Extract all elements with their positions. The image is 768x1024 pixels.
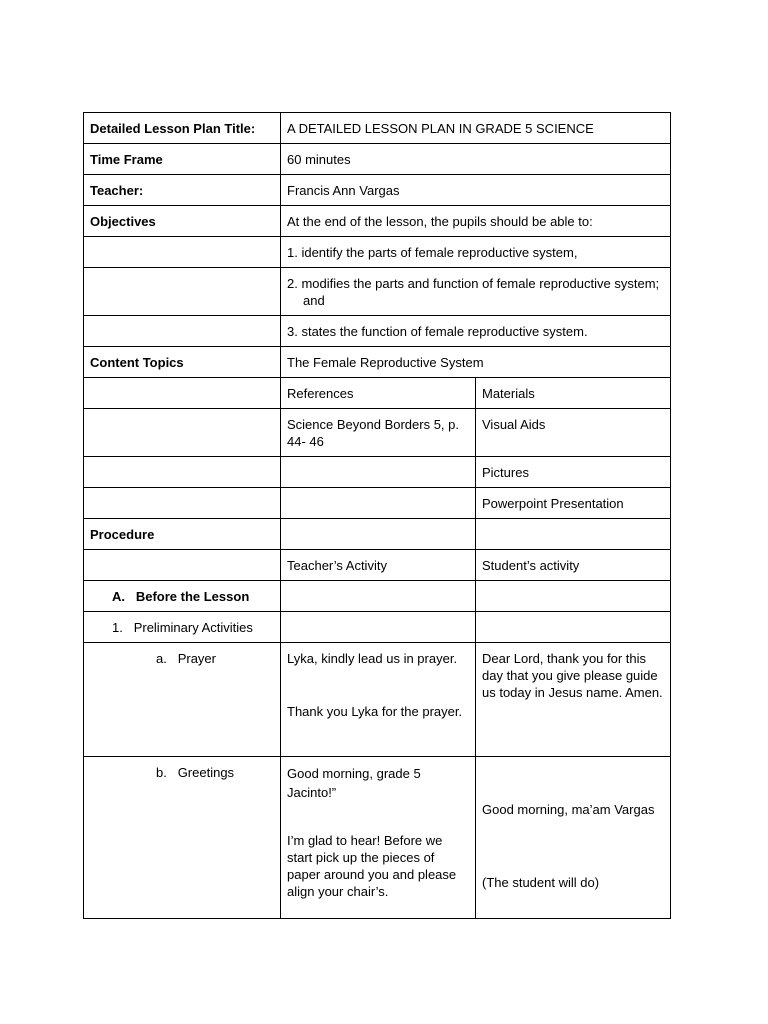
greetings-cell	[84, 757, 281, 919]
objective-item-2: 2. modifies the parts and function of female reproductive system; and	[287, 276, 660, 308]
table-row	[84, 378, 671, 409]
greetings-teacher-line-2: I’m glad to hear! Before we start pick up the pieces of paper around you and please align your chair’s.	[287, 833, 457, 899]
empty-cell	[281, 488, 476, 519]
empty-cell	[281, 457, 476, 488]
time-frame-value: 60 minutes	[281, 144, 671, 175]
prayer-teacher-cell	[281, 643, 476, 757]
list-marker: a.	[156, 651, 167, 666]
teacher-label: Teacher:	[84, 175, 281, 206]
table-row	[84, 316, 671, 347]
time-frame-label: Time Frame	[84, 144, 281, 175]
empty-cell	[84, 409, 281, 457]
greetings-teacher-cell	[281, 757, 476, 919]
list-marker: A.	[112, 589, 125, 604]
table-row	[84, 612, 671, 643]
greetings-teacher-line-1: Good morning, grade 5 Jacinto!”	[287, 766, 421, 800]
table-row	[84, 519, 671, 550]
objective-item-2-cell	[281, 268, 671, 316]
table-row	[84, 757, 671, 919]
references-header: References	[281, 378, 476, 409]
empty-cell	[84, 488, 281, 519]
preliminary-label: Preliminary Activities	[133, 620, 253, 635]
content-topics-label: Content Topics	[84, 347, 281, 378]
empty-cell	[84, 378, 281, 409]
material-item: Pictures	[476, 457, 671, 488]
empty-cell	[281, 581, 476, 612]
material-item: Powerpoint Presentation	[476, 488, 671, 519]
prayer-cell	[84, 643, 281, 757]
empty-cell	[476, 519, 671, 550]
objective-item-1: 1. identify the parts of female reproductive system,	[281, 237, 671, 268]
table-row	[84, 347, 671, 378]
empty-cell	[84, 550, 281, 581]
content-topics-value: The Female Reproductive System	[281, 347, 671, 378]
objectives-intro: At the end of the lesson, the pupils should be able to:	[281, 206, 671, 237]
table-row	[84, 550, 671, 581]
greetings-student-cell	[476, 757, 671, 919]
table-row	[84, 206, 671, 237]
lesson-plan-table	[83, 112, 671, 919]
list-marker: b.	[156, 765, 167, 780]
title-label: Detailed Lesson Plan Title:	[84, 113, 281, 144]
teacher-value: Francis Ann Vargas	[281, 175, 671, 206]
table-row	[84, 175, 671, 206]
procedure-label: Procedure	[84, 519, 281, 550]
table-row	[84, 643, 671, 757]
teacher-activity-header: Teacher’s Activity	[281, 550, 476, 581]
prayer-teacher-line-1: Lyka, kindly lead us in prayer.	[287, 651, 458, 666]
empty-cell	[476, 581, 671, 612]
before-lesson-label: Before the Lesson	[135, 589, 250, 604]
table-row	[84, 113, 671, 144]
objective-item-3: 3. states the function of female reproductive system.	[281, 316, 671, 347]
material-item: Visual Aids	[476, 409, 671, 457]
greetings-label: Greetings	[177, 765, 235, 780]
greetings-student-line-2: (The student will do)	[482, 875, 600, 890]
materials-header: Materials	[476, 378, 671, 409]
table-row	[84, 268, 671, 316]
before-lesson-cell	[84, 581, 281, 612]
reference-value: Science Beyond Borders 5, p. 44- 46	[281, 409, 476, 457]
empty-cell	[84, 316, 281, 347]
table-row	[84, 237, 671, 268]
table-row	[84, 581, 671, 612]
table-row	[84, 144, 671, 175]
title-value: A DETAILED LESSON PLAN IN GRADE 5 SCIENCE	[281, 113, 671, 144]
student-activity-header: Student’s activity	[476, 550, 671, 581]
table-row	[84, 409, 671, 457]
greetings-student-line-1: Good morning, ma’am Vargas	[482, 802, 655, 817]
empty-cell	[281, 612, 476, 643]
prayer-label: Prayer	[177, 651, 216, 666]
prayer-teacher-line-2: Thank you Lyka for the prayer.	[287, 704, 463, 719]
empty-cell	[84, 268, 281, 316]
list-marker: 1.	[112, 620, 123, 635]
objectives-label: Objectives	[84, 206, 281, 237]
table-row	[84, 488, 671, 519]
preliminary-cell	[84, 612, 281, 643]
empty-cell	[84, 237, 281, 268]
empty-cell	[476, 612, 671, 643]
prayer-student-cell: Dear Lord, thank you for this day that you give please guide us today in Jesus name. Amen.	[476, 643, 671, 757]
empty-cell	[281, 519, 476, 550]
table-row	[84, 457, 671, 488]
empty-cell	[84, 457, 281, 488]
